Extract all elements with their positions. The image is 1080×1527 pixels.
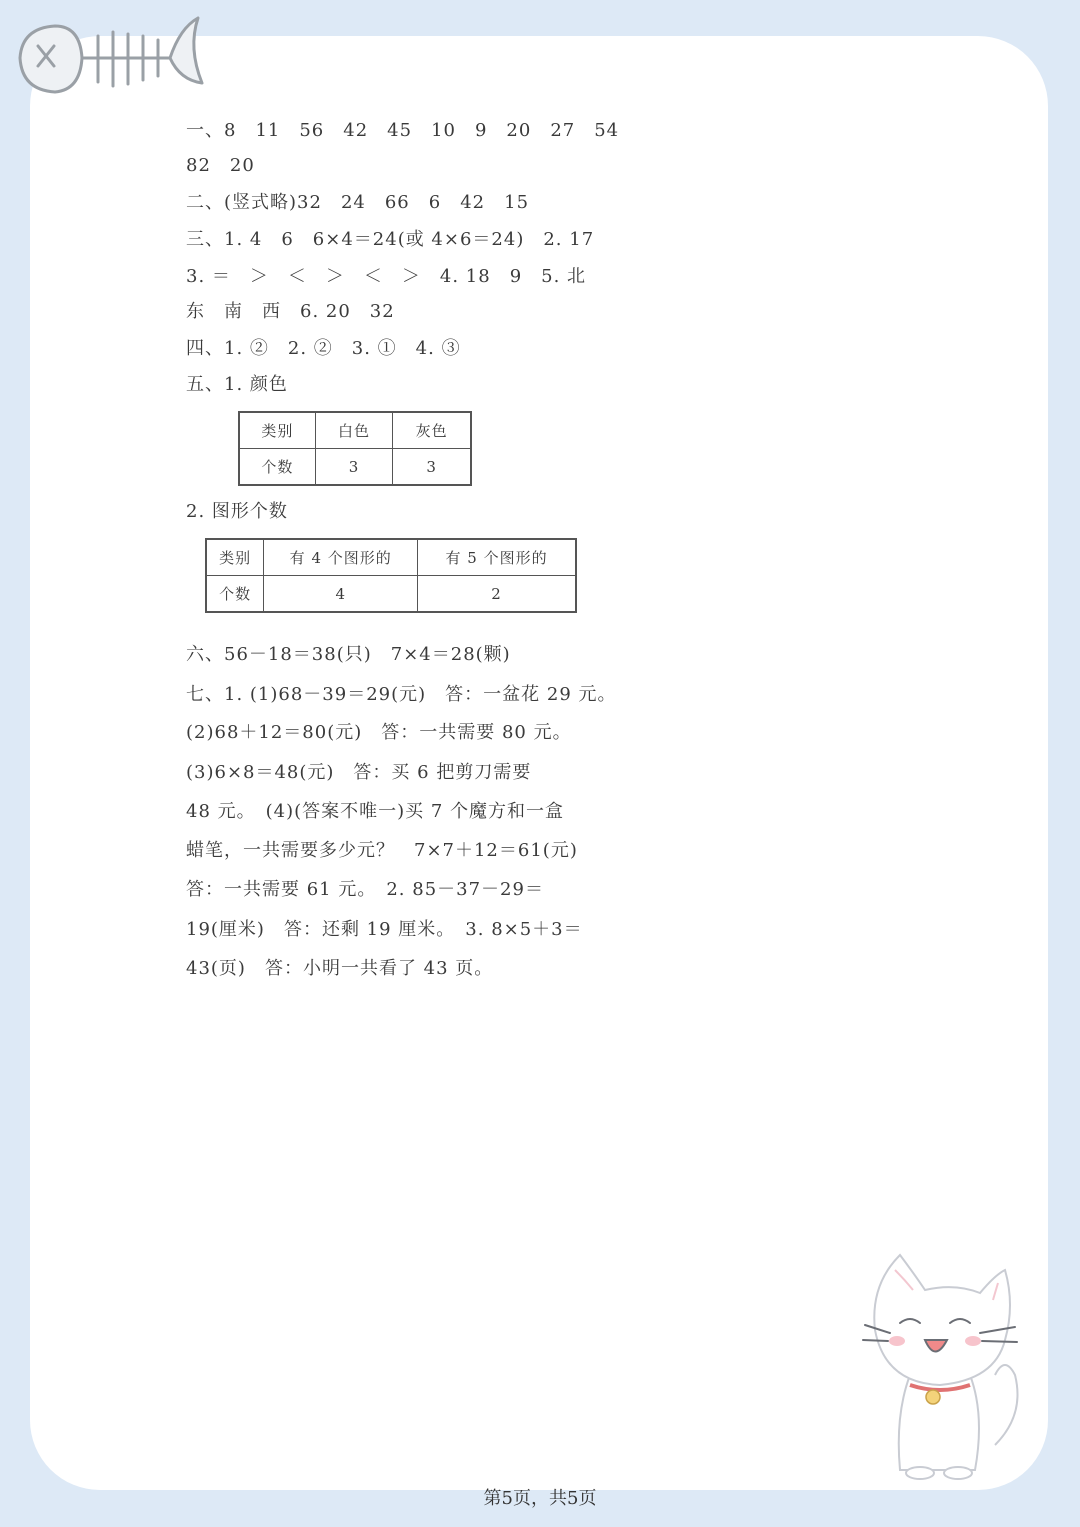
answer-line: 四、1. ② 2. ② 3. ① 4. ③	[186, 338, 461, 359]
table-cell: 有 5 个图形的	[418, 539, 576, 576]
answer-line: 二、(竖式略)32 24 66 6 42 15	[186, 192, 530, 213]
answer-line: 六、56－18＝38(只) 7×4＝28(颗)	[186, 644, 511, 665]
table-cell: 3	[315, 449, 393, 486]
answer-line: 2. 图形个数	[186, 501, 288, 522]
table-cell: 4	[264, 576, 418, 613]
table-cell: 类别	[206, 539, 264, 576]
color-count-table	[238, 411, 472, 486]
answer-line: 答：一共需要 61 元。 2. 85－37－29＝	[186, 879, 544, 900]
table-cell: 2	[418, 576, 576, 613]
answer-line: 七、1. (1)68－39＝29(元) 答：一盆花 29 元。	[186, 684, 617, 705]
answer-line: 3. ＝ ＞ ＜ ＞ ＜ ＞ 4. 18 9 5. 北	[186, 266, 587, 287]
table-cell: 类别	[239, 412, 315, 449]
answer-line: (2)68＋12＝80(元) 答：一共需要 80 元。	[186, 722, 572, 743]
page-footer: 第5页，共5页	[483, 1488, 597, 1509]
fishbone-icon	[10, 8, 205, 103]
table-cell: 个数	[206, 576, 264, 613]
answer-line: 82 20	[186, 155, 255, 176]
cat-illustration	[855, 1245, 1030, 1485]
answer-line: 蜡笔，一共需要多少元？ 7×7＋12＝61(元)	[186, 840, 578, 861]
table-cell: 有 4 个图形的	[264, 539, 418, 576]
table-cell: 灰色	[393, 412, 471, 449]
shape-count-table	[205, 538, 577, 613]
answer-line: 五、1. 颜色	[186, 374, 288, 395]
answer-line: 43(页) 答：小明一共看了 43 页。	[186, 958, 494, 979]
answer-line: 48 元。 (4)(答案不唯一)买 7 个魔方和一盒	[186, 801, 565, 822]
answer-line: 东 南 西 6. 20 32	[186, 301, 395, 322]
answer-line: 三、1. 4 6 6×4＝24(或 4×6＝24) 2. 17	[186, 229, 595, 250]
table-cell: 个数	[239, 449, 315, 486]
answer-line: 一、8 11 56 42 45 10 9 20 27 54	[186, 120, 620, 141]
table-cell: 白色	[315, 412, 393, 449]
answer-line: 19(厘米) 答：还剩 19 厘米。 3. 8×5＋3＝	[186, 919, 583, 940]
table-cell: 3	[393, 449, 471, 486]
answer-line: (3)6×8＝48(元) 答：买 6 把剪刀需要	[186, 762, 532, 783]
